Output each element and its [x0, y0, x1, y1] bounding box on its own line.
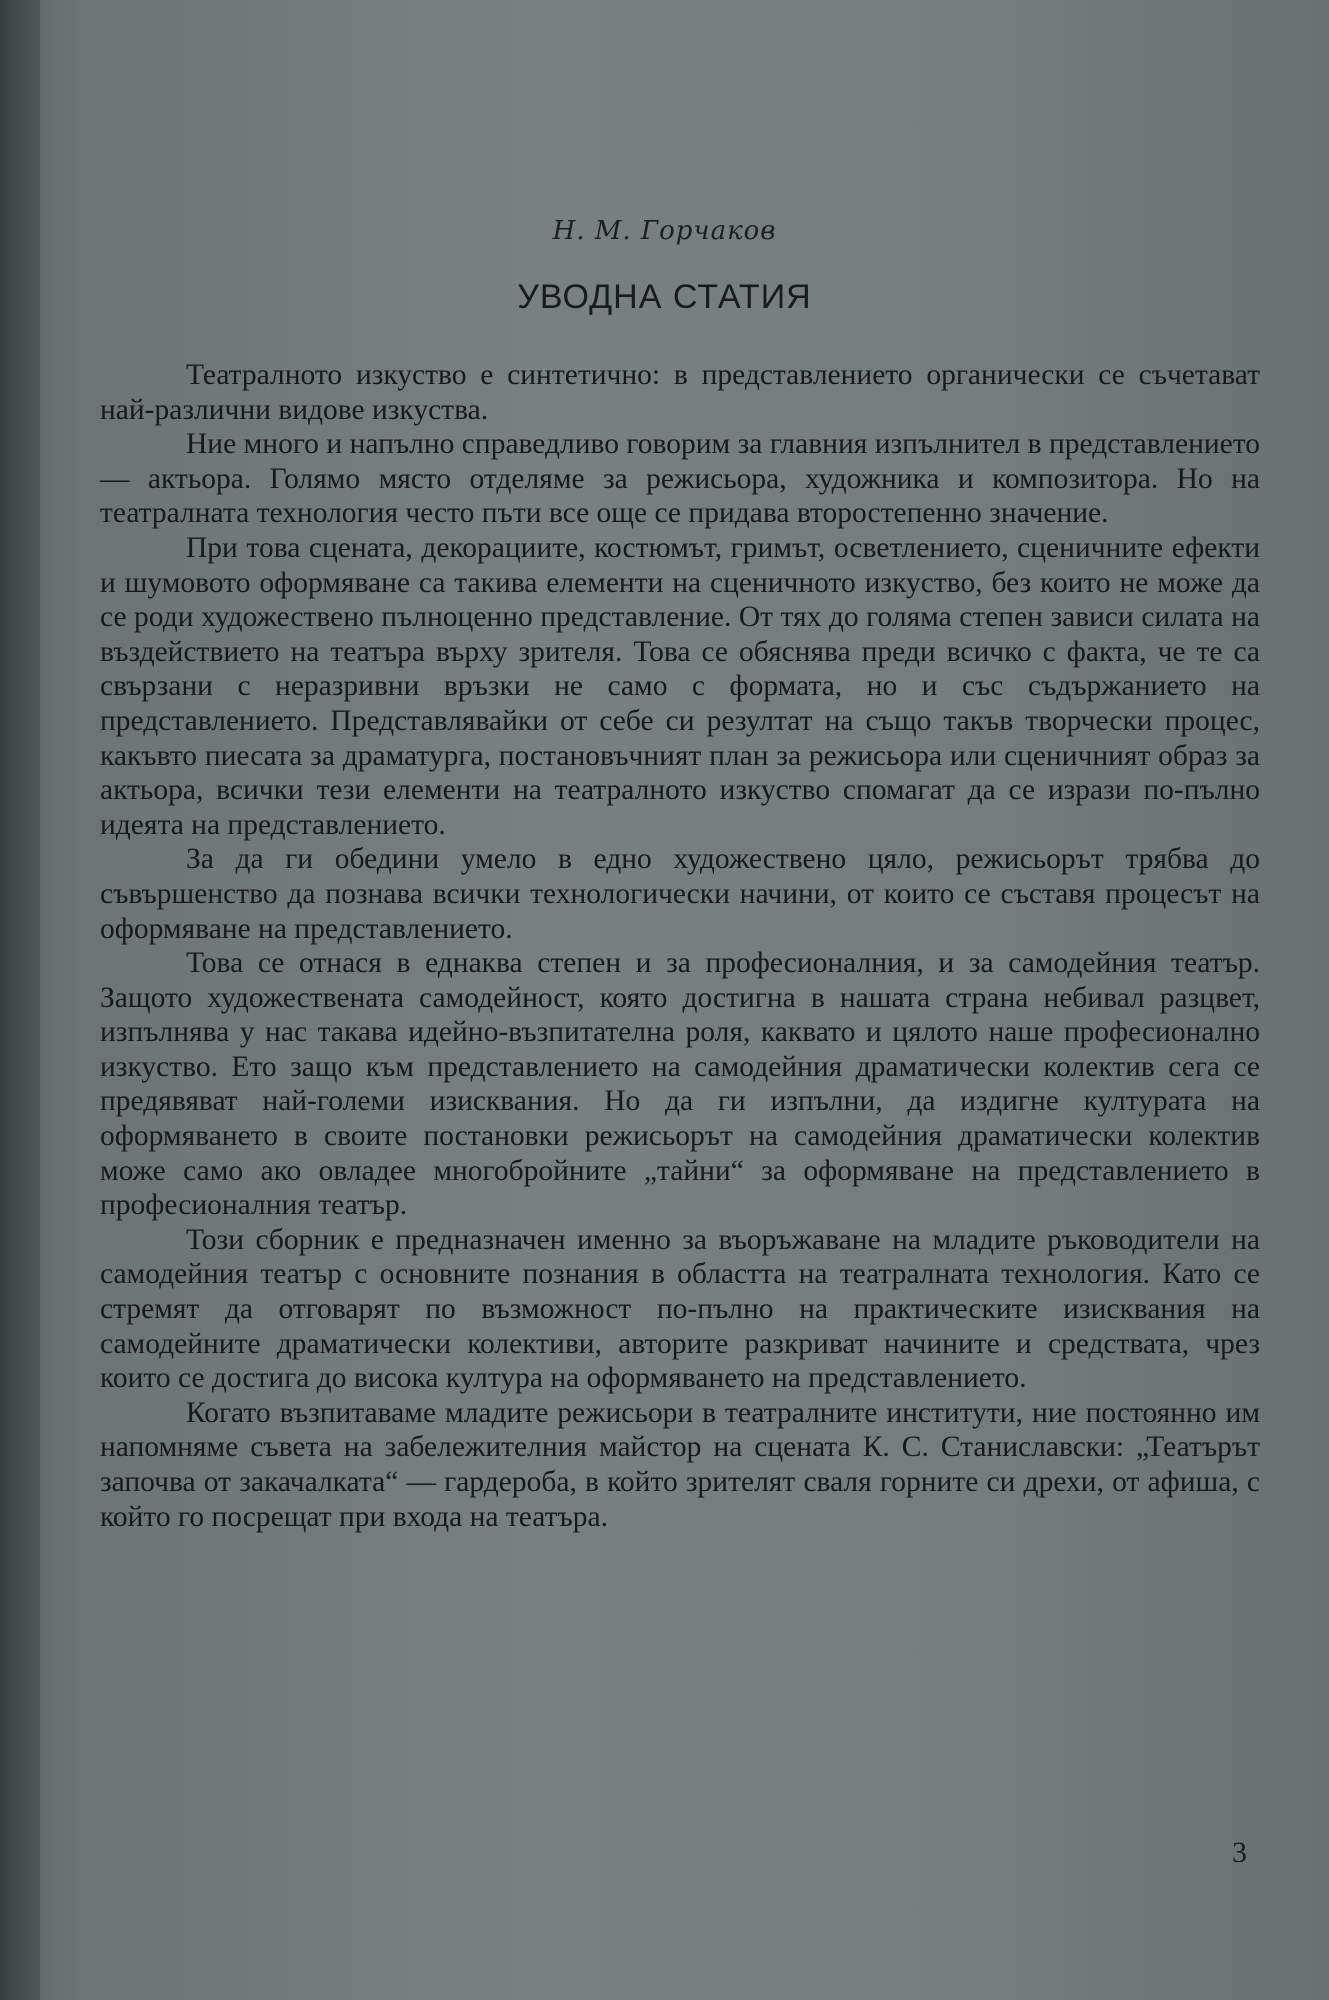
paragraph: Театралното изкуство е синтетично: в представлението органически се съчетават най-различни видове изкуства.: [100, 359, 1260, 426]
paragraph: При това сцената, декорациите, костюмът, гримът, осветлението, сценичните ефекти и шумовото оформяване са такива елементи на сценичното изкуство, без които не може да се роди художествено пълноценно представление. От тях до голяма степен зависи силата на въздействието на театъра върху зрителя. Това се обяснява преди всичко с факта, че те са свързани с неразривни връзки не само с формата, но и със съдържанието на представлението. Представлявайки от себе си резултат на също такъв творчески процес, какъвто пиесата за драматурга, постановъчният план за режисьора или сценичният образ за актьора, всички тези елементи на театралното изкуство спомагат да се изрази по-пълно идеята на представлението.: [100, 531, 1260, 841]
paragraph: За да ги обедини умело в едно художествено цяло, режисьорът трябва до съвършенство да познава всички технологически начини, от които се съставя процесът на оформяване на представлението.: [100, 843, 1260, 945]
paragraph: Ние много и напълно справедливо говорим за главния изпълнител в представлението — актьора. Голямо място отделяме за режисьора, художника и композитора. Но на театралната технология често пъти все още се придава второстепенно значение.: [100, 428, 1260, 530]
paragraph: Когато възпитаваме младите режисьори в театралните институти, ние постоянно им напомняме съвета на забележителния майстор на сцената К. С. Станиславски: „Театърът започва от закачалката“ — гардероба, в който зрителят сваля горните си дрехи, от афиша, с който го посрещат при входа на театъра.: [100, 1396, 1260, 1533]
page-number: 3: [1232, 1836, 1247, 1869]
author-name: Н. М. Горчаков: [552, 216, 777, 246]
paragraph: Това се отнася в еднаква степен и за професионалния, и за самодейния театър. Защото художествената самодейност, която достигна в нашата страна небивал разцвет, изпълнява у нас такава идейно-възпитателна роля, каквато и цялото наше професионално изкуство. Ето защо към представлението на самодейния драматически колектив сега се предявяват най-големи изисквания. Но да ги изпълни, да издигне културата на оформяването в своите постановки режисьорът на самодейния драматически колектив може само ако овладее многобройните „тайни“ за оформяване на представлението в професионалния театър.: [100, 947, 1260, 1222]
article-body: [100, 358, 1260, 1534]
article-title: УВОДНА СТАТИЯ: [517, 278, 812, 316]
paragraph: Този сборник е предназначен именно за въоръжаване на младите ръководители на самодейния театър с основните познания в областта на театралната технология. Като се стремят да отговарят по възможност по-пълно на практическите изисквания на самодейните драматически колективи, авторите разкриват начините и средствата, чрез които се достига до висока култура на оформяването на представлението.: [100, 1223, 1260, 1395]
